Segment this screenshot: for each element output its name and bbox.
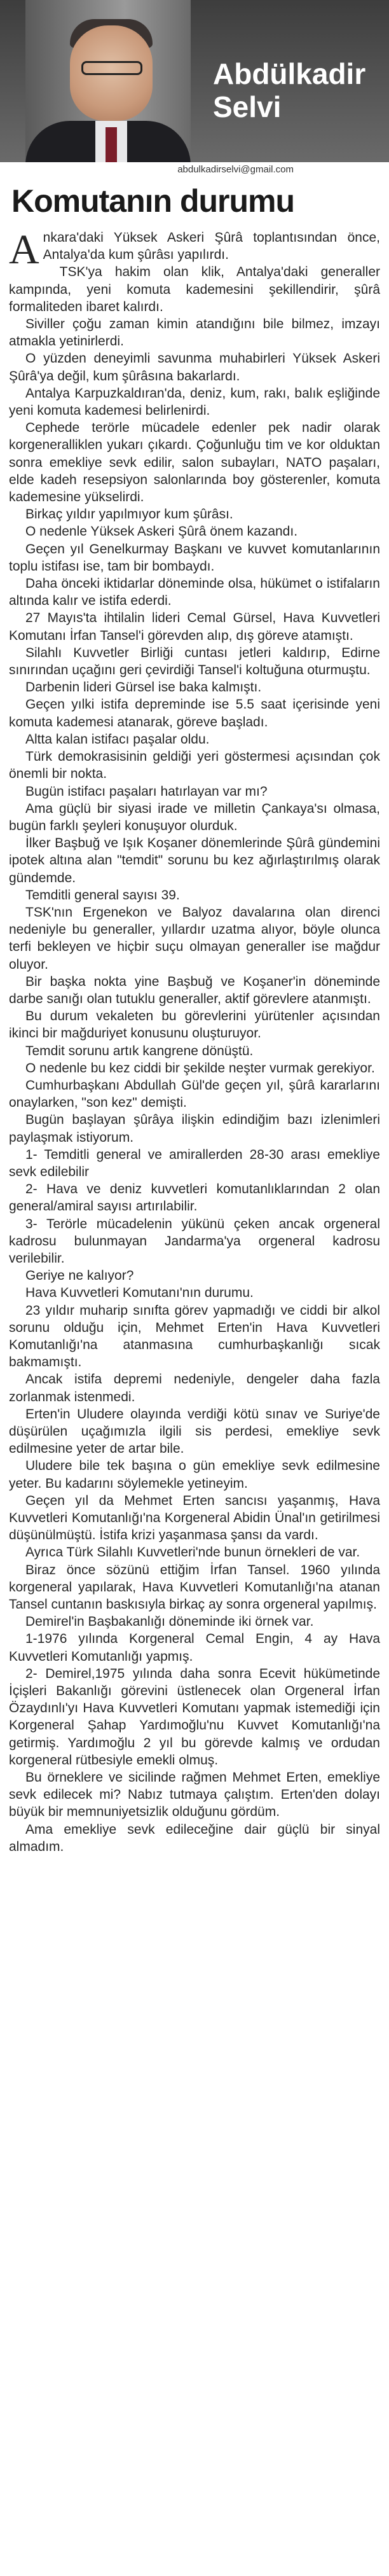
article-paragraph: Birkaç yıldır yapılmıyor kum şûrâsı. — [25, 507, 233, 522]
article-paragraph: TSK'ya hakim olan klik, Antalya'daki generaller kampında, yeni komuta kademesini şekillendirir, şûrâ formaliteden ibaret kalırdı. — [9, 265, 380, 314]
article-paragraph: Ancak istifa depremi nedeniyle, dengeler daha fazla zorlanmak istenmedi. — [9, 1372, 380, 1404]
article-body — [9, 226, 380, 1855]
article-paragraph: Bugün başlayan şûrâya ilişkin edindiğim bazı izlenimleri paylaşmak istiyorum. — [9, 1112, 380, 1145]
article-paragraph: Ayrıca Türk Silahlı Kuvvetleri'nde bunun örnekleri de var. — [25, 1545, 360, 1560]
article-paragraph: Daha önceki iktidarlar döneminde olsa, hükümet o istifaların altında kalır ve istifa ederdi. — [9, 576, 380, 609]
article-paragraph: 27 Mayıs'ta ihtilalin lideri Cemal Gürsel, Hava Kuvvetleri Komutanı İrfan Tansel'i görevden alıp, dış göreve atamıştı. — [9, 611, 380, 643]
article-paragraph: Biraz önce sözünü ettiğim İrfan Tansel. 1960 yılında korgeneral yapılarak, Hava Kuvvetleri Komutanlığı'na atanan Tansel cuntanın baskısıyla birkaç ay sonra orgeneral yapılmış. — [9, 1562, 380, 1612]
article-paragraph: Cephede terörle mücadele edenler pek nadir olarak korgeneralliklen yukarı çıkardı. Çoğunluğu tim ve kor olduktan sonra emekliye sevk edilir, salon subayları, NATO paşaları, elde kadeh resepsiyon salonlarında boy gösterenler, komuta kademesine yükselirdi. — [9, 420, 380, 505]
author-name — [213, 57, 378, 123]
article-paragraph: Darbenin lideri Gürsel ise baka kalmıştı. — [25, 680, 262, 695]
article-paragraph: O nedenle bu kez ciddi bir şekilde neşter vurmak gerekiyor. — [25, 1060, 375, 1076]
article-paragraph: Antalya Karpuzkaldıran'da, deniz, kum, rakı, balık eşliğinde yeni komuta kademesi belirlenirdi. — [9, 385, 380, 419]
paragraph-text: nkara'daki Yüksek Askeri Şûrâ toplantısından önce, Antalya'da kum şûrâsı yapılırdı. — [43, 230, 380, 263]
article-paragraph: Temdit sorunu artık kangrene dönüştü. — [25, 1043, 254, 1058]
author-email[interactable]: abdulkadirselvi@gmail.com — [177, 164, 294, 175]
article-paragraph: İlker Başbuğ ve Işık Koşaner dönemlerinde Şûrâ gündemini ipotek altına alan "temdit" sorunu bu kez ağırlaştırılmış olarak gündemde. — [9, 836, 380, 885]
author-first-name: Abdülkadir — [213, 57, 366, 90]
article-paragraph: Cumhurbaşkanı Abdullah Gül'de geçen yıl, şûrâ kararlarını onaylarken, "son kez" demişti. — [9, 1077, 380, 1111]
article-paragraph: 2- Demirel,1975 yılında daha sonra Ecevit hükümetinde İçişleri Bakanlığı görevini üstlenecek olan Orgeneral İrfan Özaydınlı'yı Hava Kuvvetleri Komutanı yapmak istemediği için Korgeneral Şahap Yardımoğlu'nu Kuvvet Komutanlığı'na getirmiş. Yardımoğlu 2 yıl bu görevde kalmış ve ordudan korgeneral rütbesiyle emekli olmuş. — [9, 1666, 380, 1768]
article-paragraph: 1-1976 yılında Korgeneral Cemal Engin, 4 ay Hava Kuvvetleri Komutanlığı yapmış. — [9, 1631, 380, 1664]
article-paragraph: Geçen yılki istifa depreminde ise 5.5 saat içerisinde yeni komuta kademesi atanarak, göreve başladı. — [9, 697, 380, 730]
article-paragraph: Geçen yıl Genelkurmay Başkanı ve kuvvet komutanlarının toplu istifası ise, tam bir bombaydı. — [9, 541, 380, 574]
article-paragraph: Siviller çoğu zaman kimin atandığını bile bilmez, imzayı atmakla yetinirlerdi. — [9, 317, 380, 349]
article-paragraph: Bu durum vekaleten bu görevlerini yürütenler açısından ikinci bir mağduriyet konusunu oluşturuyor. — [9, 1009, 380, 1041]
article-paragraph: Altta kalan istifacı paşalar oldu. — [25, 731, 210, 747]
article-paragraph: Hava Kuvvetleri Komutanı'nın durumu. — [25, 1285, 254, 1301]
article-paragraph: Demirel'in Başbakanlığı döneminde iki örnek var. — [25, 1614, 314, 1630]
article-paragraph: 2- Hava ve deniz kuvvetleri komutanlıklarından 2 olan general/amiral sayısı artırılabilir. — [9, 1182, 380, 1214]
article-paragraph: Geriye ne kalıyor? — [25, 1268, 134, 1284]
article-paragraph: Bugün istifacı paşaları hatırlayan var mı? — [25, 784, 268, 799]
article-paragraph: Türk demokrasisinin geldiği yeri göstermesi açısından çok önemli bir nokta. — [9, 749, 380, 782]
article-paragraph: Silahlı Kuvvetler Birliği cuntası jetleri kaldırıp, Edirne sınırından uçağını geri çevirdiği Tansel'i koltuğuna oturmuştu. — [9, 645, 380, 678]
article-title: Komutanın durumu — [11, 183, 295, 219]
article-paragraph: Bu örneklere ve sicilinde rağmen Mehmet Erten, emekliye sevk edilecek mi? Nabız tutmaya çalıştım. Erten'den dolayı büyük bir memnuniyetsizlik olduğunu gördüm. — [9, 1770, 380, 1820]
article-paragraph: Erten'in Uludere olayında verdiği kötü sınav ve Suriye'de düşürülen uçağımızla ilgili sis perdesi, emekliye sevk edilmesine yeter de artar bile. — [9, 1406, 380, 1457]
drop-cap: A — [9, 226, 39, 273]
article-paragraph: Ama emekliye sevk edileceğine dair güçlü bir sinyal almadım. — [9, 1822, 380, 1854]
author-last-name: Selvi — [213, 90, 282, 123]
article-paragraph: Temditli general sayısı 39. — [25, 887, 180, 903]
author-photo — [25, 0, 191, 162]
article-paragraph — [9, 226, 380, 273]
article-paragraph: Uludere bile tek başına o gün emekliye sevk edilmesine yeter. Bu kadarını söylemekle yetineyim. — [9, 1458, 380, 1491]
author-header — [0, 0, 389, 162]
article-paragraph: 3- Terörle mücadelenin yükünü çeken ancak orgeneral kadrosu bulunmayan Jandarma'ya orgeneral kadrosu verilebilir. — [9, 1216, 380, 1266]
article-paragraph: 1- Temditli general ve amirallerden 28-30 arası emekliye sevk edilebilir — [9, 1147, 380, 1179]
article-paragraph: TSK'nın Ergenekon ve Balyoz davalarına olan direnci nedeniyle bu generaller, yıllardır uzatma alıyor, böyle olunca terfi bekleyen ve hiçbir suçu olmayan generaller ise mağdur oluyor. — [9, 904, 380, 972]
article-paragraph: 23 yıldır muharip sınıfta görev yapmadığı ve ciddi bir alkol sorunu olduğu için, Mehmet Erten'in Hava Kuvvetleri Komutanlığı'na atanmasına cumhurbaşkanlığı sıcak bakmamıştı. — [9, 1303, 380, 1370]
article-paragraph: O yüzden deneyimli savunma muhabirleri Yüksek Askeri Şûrâ'ya değil, kum şûrâsına bakarlardı. — [9, 351, 380, 384]
article-paragraph: Bir başka nokta yine Başbuğ ve Koşaner'in döneminde darbe sanığı olan tutuklu generaller, aktif görevlere atanmıştı. — [9, 974, 380, 1006]
article-paragraph: Ama güçlü bir siyasi irade ve milletin Çankaya'sı olmasa, bugün farklı şeyleri konuşuyor olurduk. — [9, 801, 380, 833]
article-paragraph: O nedenle Yüksek Askeri Şûrâ önem kazandı. — [25, 524, 298, 539]
article-paragraph: Geçen yıl da Mehmet Erten sancısı yaşanmış, Hava Kuvvetleri Komutanlığı'na Korgeneral Abidin Ünal'ın getirilmesi düşünülmüştü. İstifa krizi yaşanmasa şansı da vardı. — [9, 1493, 380, 1543]
